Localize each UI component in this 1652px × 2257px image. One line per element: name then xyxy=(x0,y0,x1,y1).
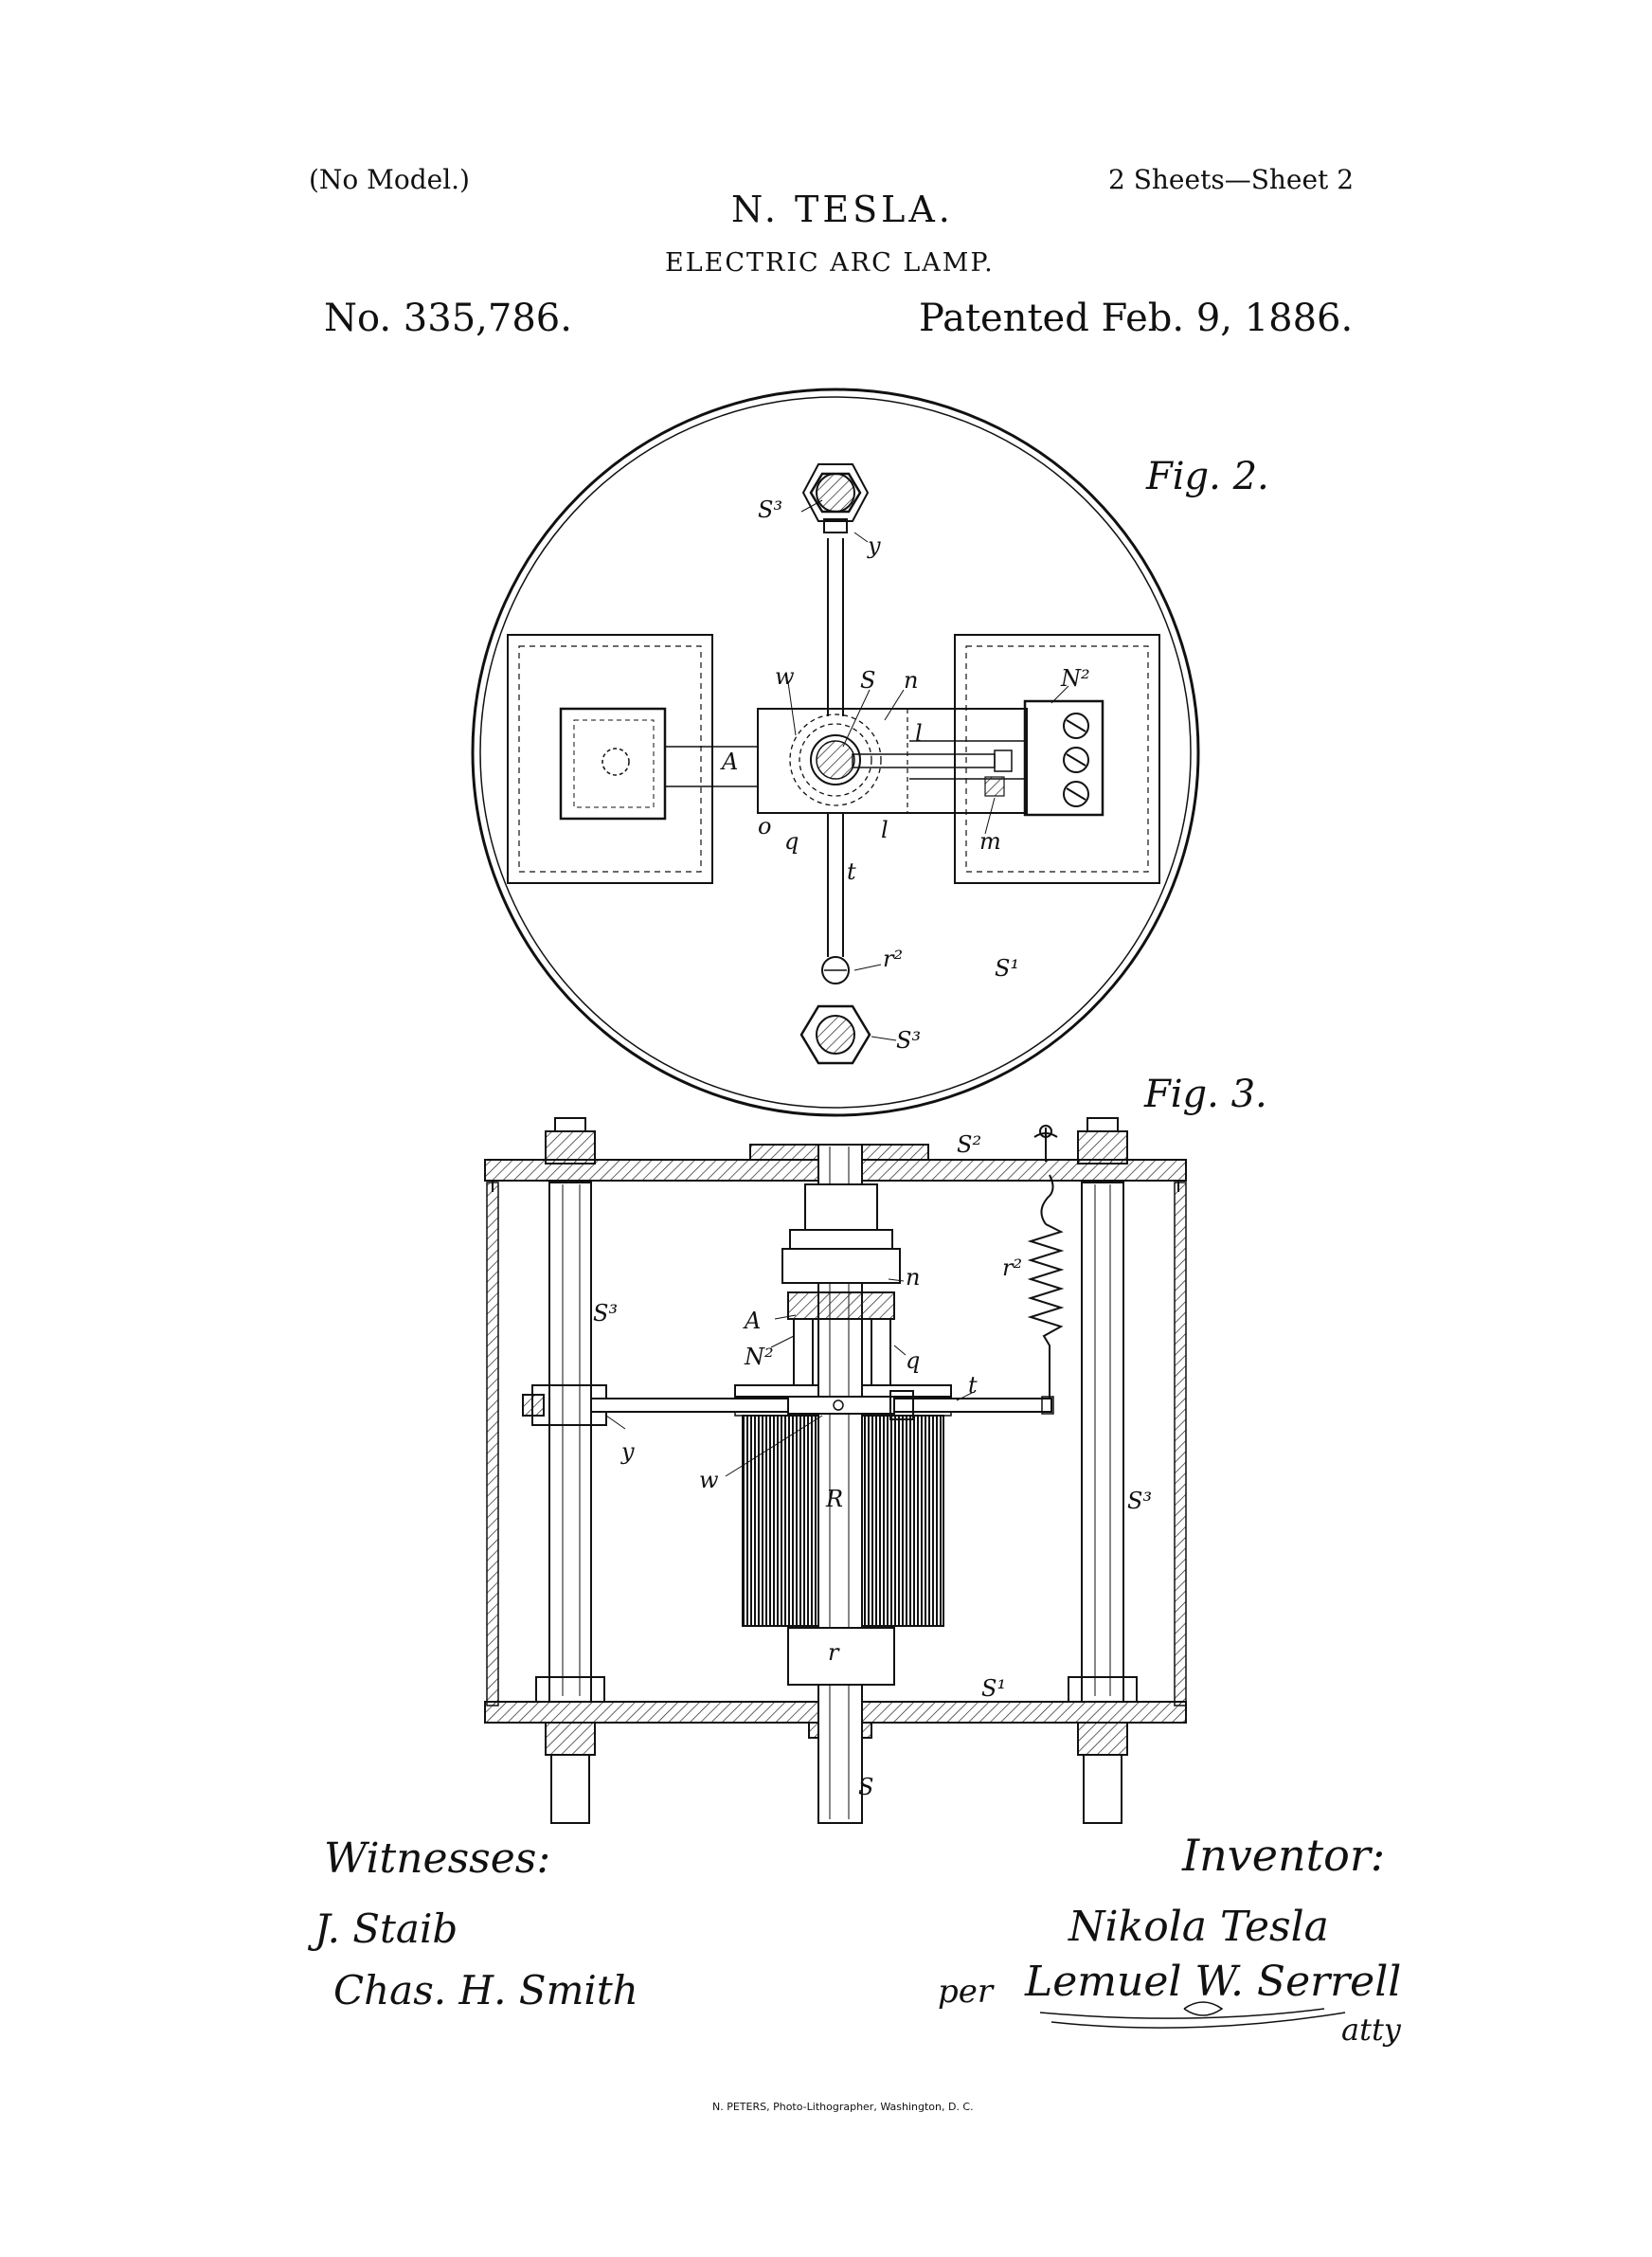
inventor-name: N. TESLA. xyxy=(731,189,954,230)
lithographer-credit: N. PETERS, Photo-Lithographer, Washington, D. C. xyxy=(712,2101,974,2113)
label-r2: r² xyxy=(1002,1255,1023,1281)
label-r-small: r xyxy=(828,1639,839,1666)
signature-flourish xyxy=(1040,2002,1345,2028)
label-w: w xyxy=(699,1467,719,1493)
witness-signature-1: J. Staib xyxy=(314,1905,458,1952)
label-r2: r² xyxy=(883,946,904,972)
label-y: y xyxy=(621,1438,635,1465)
label-s3-right: S³ xyxy=(1127,1488,1153,1514)
label-s2: S² xyxy=(957,1131,982,1158)
label-s1: S¹ xyxy=(995,955,1020,982)
label-m: m xyxy=(979,828,1001,855)
attorney-signature: Lemuel W. Serrell xyxy=(1025,1958,1402,2006)
label-q: q xyxy=(906,1347,921,1374)
label-l-lower: l xyxy=(881,817,889,843)
patent-number: No. 335,786. xyxy=(324,297,572,340)
fig2-caption: Fig. 2. xyxy=(1146,455,1269,498)
inventor-label: Inventor: xyxy=(1182,1830,1386,1881)
label-a: A xyxy=(722,749,739,775)
label-y: y xyxy=(868,533,881,559)
label-q: q xyxy=(784,828,799,855)
label-s3-bottom: S³ xyxy=(896,1027,922,1054)
inventor-signature: Nikola Tesla xyxy=(1068,1903,1329,1951)
witnesses-label: Witnesses: xyxy=(324,1834,551,1883)
witness-signature-2: Chas. H. Smith xyxy=(333,1967,638,2013)
label-n2: N² xyxy=(1061,665,1090,692)
label-t: t xyxy=(847,858,856,885)
label-s3-left: S³ xyxy=(593,1300,619,1327)
label-n: n xyxy=(904,667,919,694)
patent-date: Patented Feb. 9, 1886. xyxy=(919,297,1354,340)
label-r-big: R xyxy=(826,1486,844,1512)
label-o: o xyxy=(758,813,772,840)
label-n2: N² xyxy=(745,1344,774,1370)
label-t: t xyxy=(968,1372,978,1399)
fig3-caption: Fig. 3. xyxy=(1144,1073,1267,1116)
sheet-number: 2 Sheets—Sheet 2 xyxy=(1108,164,1355,195)
figure-2 xyxy=(473,389,1198,1115)
label-a: A xyxy=(745,1308,762,1334)
atty-label: atty xyxy=(1341,2012,1401,2048)
label-n: n xyxy=(906,1264,921,1291)
label-s: S xyxy=(858,1774,874,1800)
label-w: w xyxy=(775,663,795,690)
patent-title: ELECTRIC ARC LAMP. xyxy=(665,248,995,278)
label-s1: S¹ xyxy=(981,1675,1007,1702)
no-model-note: (No Model.) xyxy=(309,164,470,195)
label-s3-top: S³ xyxy=(758,497,783,523)
label-s: S xyxy=(860,667,876,694)
per-label: per xyxy=(938,1973,994,2011)
figure-3 xyxy=(485,1118,1186,1823)
label-l-upper: l xyxy=(915,720,923,747)
